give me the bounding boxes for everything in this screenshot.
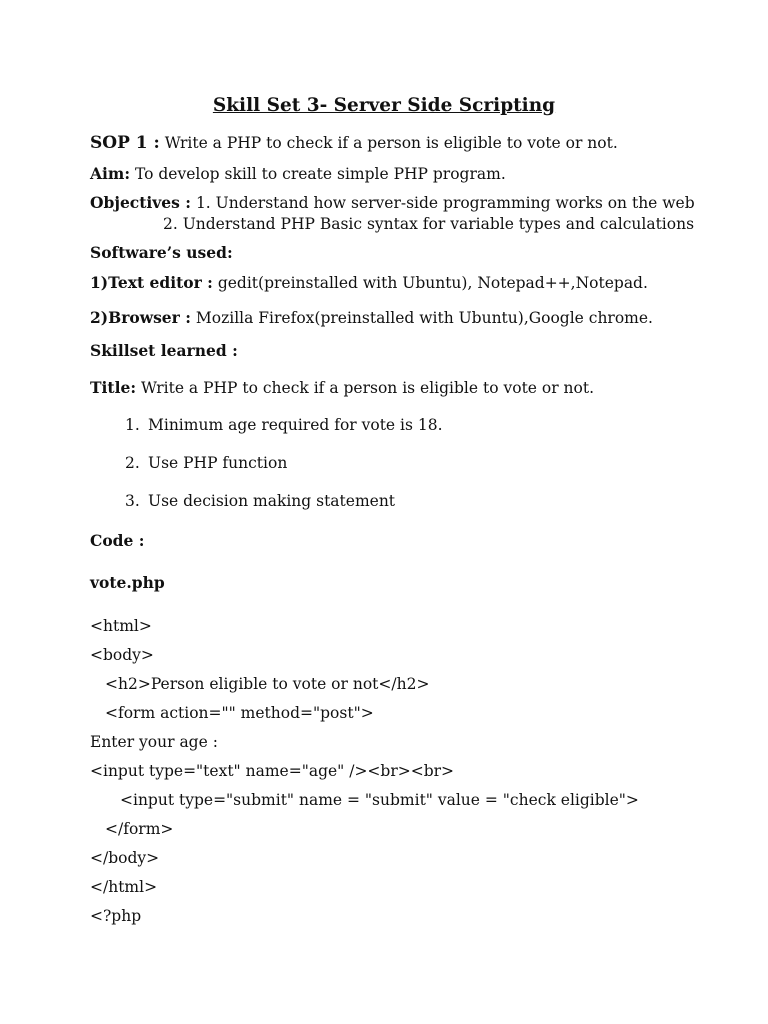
filename: vote.php [90,573,165,592]
task-title-line [90,378,594,398]
text-editor-value: gedit(preinstalled with Ubuntu), Notepad++,Notepad. [212,274,648,292]
code-line: <?php [90,907,142,925]
sop-line [90,133,618,153]
software-text-editor [90,273,648,293]
objective-1: 1. Understand how server-side programming works on the web [191,194,695,212]
browser-value: Mozilla Firefox(preinstalled with Ubuntu),Google chrome. [190,309,653,327]
code-line: <input type="submit" name = "submit" value = "check eligible"> [120,791,639,809]
task-title-label: Title: [90,378,137,397]
list-item: 1. Minimum age required for vote is 18. [125,416,443,434]
browser-label: 2)Browser : [90,308,191,327]
software-browser [90,308,653,328]
objective-2: 2. Understand PHP Basic syntax for variable types and calculations [163,215,695,233]
list-item: 3. Use decision making statement [125,492,396,510]
code-line: <input type="text" name="age" /><br><br> [90,762,455,780]
page-title: Skill Set 3- Server Side Scripting [212,95,556,116]
task-title-text: Write a PHP to check if a person is eligible to vote or not. [136,379,595,397]
aim-text: To develop skill to create simple PHP program. [130,165,506,183]
code-line: <body> [90,646,154,664]
sop-label: SOP 1 : [90,133,160,153]
sop-text: Write a PHP to check if a person is eligible to vote or not. [159,134,618,152]
code-line: </form> [105,820,174,838]
objectives-line [90,193,695,213]
skillset-heading: Skillset learned : [90,341,238,360]
code-line: Enter your age : [90,733,218,751]
list-item: 2. Use PHP function [125,454,288,472]
code-line: <h2>Person eligible to vote or not</h2> [105,675,430,693]
aim-line [90,164,506,184]
software-heading: Software’s used: [90,243,233,262]
code-line: </body> [90,849,160,867]
text-editor-label: 1)Text editor : [90,273,213,292]
aim-label: Aim: [90,164,131,183]
code-line: <form action="" method="post"> [105,704,374,722]
objectives-label: Objectives : [90,193,192,212]
code-heading: Code : [90,531,145,550]
code-line: </html> [90,878,158,896]
code-line: <html> [90,617,152,635]
